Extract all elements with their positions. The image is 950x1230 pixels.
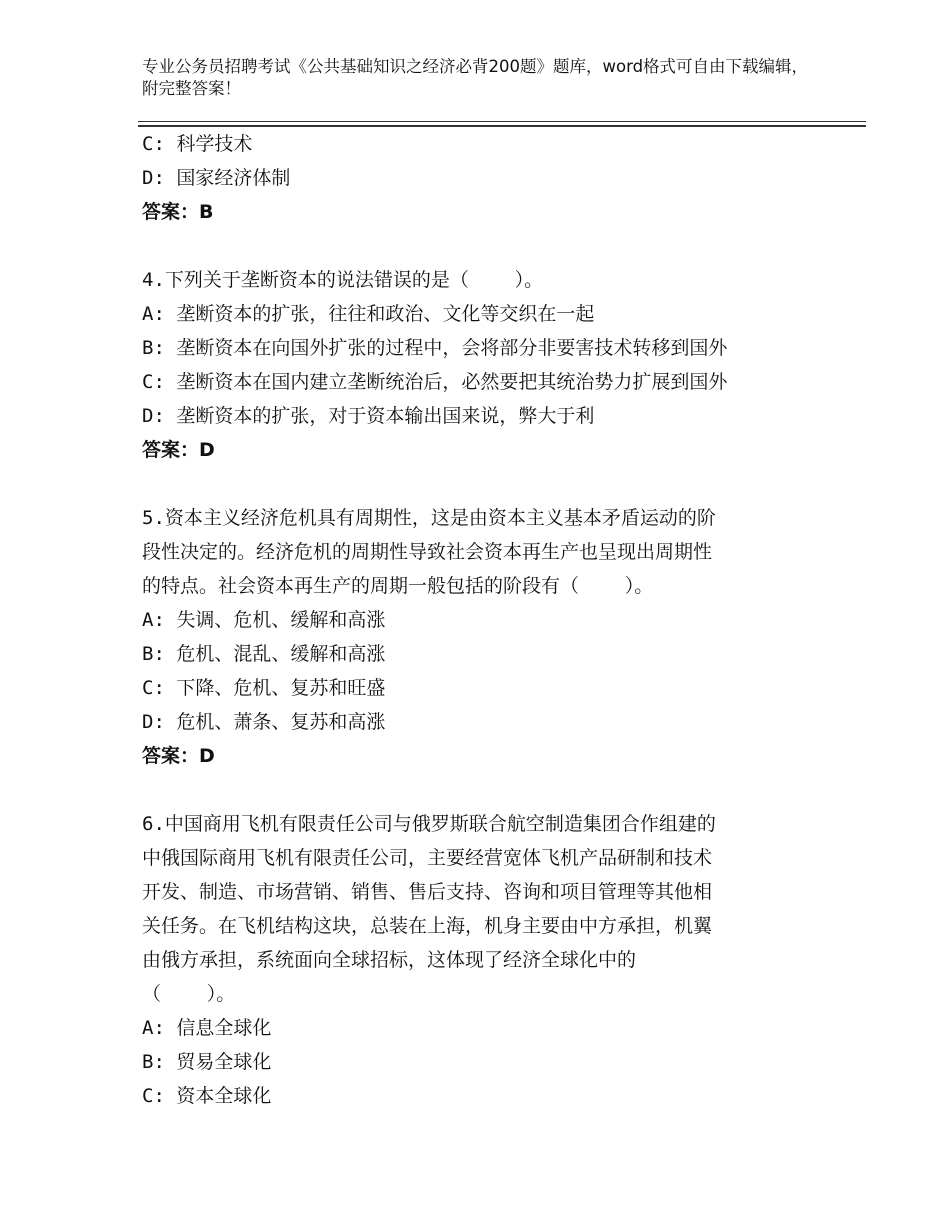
option-a: A: 垄断资本的扩张，往往和政治、文化等交织在一起 <box>142 303 595 325</box>
question-stem-line: 6.中国商用飞机有限责任公司与俄罗斯联合航空制造集团合作组建的 <box>142 813 716 835</box>
option-b: B: 危机、混乱、缓解和高涨 <box>142 643 386 665</box>
question-stem-line: 5.资本主义经济危机具有周期性，这是由资本主义基本矛盾运动的阶 <box>142 507 716 529</box>
option-d: D: 危机、萧条、复苏和高涨 <box>142 711 386 733</box>
answer-label: 答案：D <box>142 439 215 461</box>
document-header: 专业公务员招聘考试《公共基础知识之经济必背200题》题库，word格式可自由下载编辑，附完整答案！ <box>142 57 809 98</box>
question-stem-line: 关任务。在飞机结构这块，总装在上海，机身主要由中方承担，机翼 <box>142 915 713 937</box>
answer-label: 答案：D <box>142 745 215 767</box>
answer-label: 答案：B <box>142 201 214 223</box>
question-stem-line: 的特点。社会资本再生产的周期一般包括的阶段有（ ）。 <box>142 575 654 597</box>
question-stem-line: 开发、制造、市场营销、销售、售后支持、咨询和项目管理等其他相 <box>142 881 713 903</box>
question-5 <box>142 501 822 773</box>
question-stem-line: 由俄方承担，系统面向全球招标，这体现了经济全球化中的 <box>142 949 637 971</box>
option-c: C: 下降、危机、复苏和旺盛 <box>142 677 386 699</box>
header-divider-thin <box>138 121 866 122</box>
option-b: B: 贸易全球化 <box>142 1051 272 1073</box>
option-d: D: 垄断资本的扩张，对于资本输出国来说，弊大于利 <box>142 405 595 427</box>
question-4 <box>142 263 822 467</box>
option-b: B: 垄断资本在向国外扩张的过程中，会将部分非要害技术转移到国外 <box>142 337 728 359</box>
question-content <box>142 127 822 1113</box>
option-c: C: 资本全球化 <box>142 1085 272 1107</box>
question-stem-line: （ ）。 <box>142 983 236 1005</box>
question-3-tail <box>142 127 822 229</box>
question-stem: 4.下列关于垄断资本的说法错误的是（ ）。 <box>142 269 544 291</box>
spacer <box>142 229 822 263</box>
spacer <box>142 773 822 807</box>
question-stem-line: 段性决定的。经济危机的周期性导致社会资本再生产也呈现出周期性 <box>142 541 713 563</box>
option-a: A: 失调、危机、缓解和高涨 <box>142 609 386 631</box>
spacer <box>142 467 822 501</box>
option-d: D: 国家经济体制 <box>142 167 291 189</box>
question-stem-line: 中俄国际商用飞机有限责任公司，主要经营宽体飞机产品研制和技术 <box>142 847 713 869</box>
option-c: C: 垄断资本在国内建立垄断统治后，必然要把其统治势力扩展到国外 <box>142 371 728 393</box>
option-a: A: 信息全球化 <box>142 1017 272 1039</box>
question-6 <box>142 807 822 1113</box>
option-c: C: 科学技术 <box>142 133 253 155</box>
